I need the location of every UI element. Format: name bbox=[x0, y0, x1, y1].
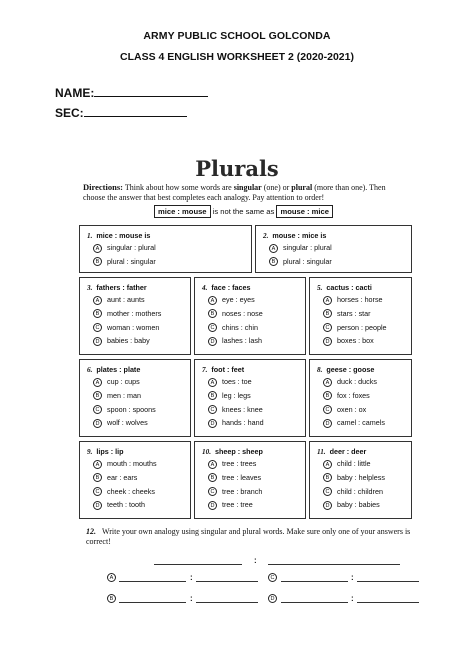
option-letter-circle[interactable]: A bbox=[93, 296, 102, 305]
example-left: mice : mouse bbox=[154, 205, 211, 218]
analogy-prompt-right-blank[interactable] bbox=[268, 564, 400, 565]
option-text: cup : cups bbox=[107, 377, 140, 386]
answer-option[interactable] bbox=[208, 309, 263, 319]
answer-option[interactable] bbox=[323, 418, 385, 428]
answer-blank[interactable] bbox=[119, 581, 186, 582]
option-text: noses : nose bbox=[222, 308, 263, 318]
answer-option[interactable] bbox=[93, 487, 155, 497]
option-text: singular : plural bbox=[107, 243, 156, 252]
option-letter-circle[interactable]: C bbox=[208, 323, 217, 332]
answer-option[interactable] bbox=[208, 500, 253, 510]
answer-option[interactable] bbox=[93, 257, 156, 267]
option-text: oxen : ox bbox=[337, 404, 367, 414]
answer-option[interactable] bbox=[208, 459, 256, 469]
option-letter-circle[interactable]: D bbox=[208, 501, 217, 510]
answer-blank[interactable] bbox=[119, 602, 186, 603]
question-prompt bbox=[317, 365, 374, 374]
example-right: mouse : mice bbox=[276, 205, 333, 218]
option-text: lashes : lash bbox=[222, 336, 262, 346]
sec-blank[interactable] bbox=[84, 106, 187, 117]
answer-option[interactable] bbox=[93, 459, 157, 469]
question-number: 12. bbox=[86, 527, 96, 536]
answer-option[interactable] bbox=[93, 323, 159, 333]
option-text: leg : legs bbox=[222, 390, 251, 400]
question-prompt bbox=[202, 283, 251, 292]
option-text: plural : singular bbox=[107, 256, 156, 266]
option-text: child : little bbox=[337, 459, 371, 468]
question-text: plates : plate bbox=[96, 365, 141, 374]
option-text: duck : ducks bbox=[337, 377, 377, 386]
question-text: deer : deer bbox=[329, 447, 367, 456]
question-text: fathers : father bbox=[96, 283, 147, 292]
answer-blank[interactable] bbox=[281, 602, 348, 603]
answer-option[interactable] bbox=[93, 295, 145, 305]
option-letter-circle[interactable]: C bbox=[93, 487, 102, 496]
analogy-colon: : bbox=[351, 594, 354, 603]
option-text: person : people bbox=[337, 322, 387, 332]
example-mid: is not the same as bbox=[212, 207, 275, 216]
option-letter-circle[interactable]: C bbox=[268, 573, 277, 582]
answer-option[interactable] bbox=[208, 323, 258, 333]
option-text: men : man bbox=[107, 390, 141, 400]
answer-option[interactable] bbox=[323, 500, 380, 510]
answer-blank[interactable] bbox=[357, 602, 419, 603]
question-prompt bbox=[87, 283, 147, 292]
question-text: geese : goose bbox=[326, 365, 375, 374]
option-text: spoon : spoons bbox=[107, 404, 156, 414]
answer-option[interactable] bbox=[208, 418, 264, 428]
option-text: fox : foxes bbox=[337, 390, 370, 400]
option-letter-circle[interactable]: C bbox=[323, 323, 332, 332]
page-title: Plurals bbox=[195, 156, 279, 181]
option-letter-circle[interactable]: B bbox=[93, 473, 102, 482]
question-prompt bbox=[263, 231, 326, 240]
name-blank[interactable] bbox=[94, 86, 208, 97]
option-text: teeth : tooth bbox=[107, 500, 145, 510]
option-letter-circle[interactable]: A bbox=[93, 244, 102, 253]
answer-option[interactable] bbox=[323, 405, 366, 415]
answer-blank[interactable] bbox=[196, 581, 258, 582]
option-text: woman : women bbox=[107, 322, 160, 332]
answer-option[interactable] bbox=[323, 391, 370, 401]
option-letter-circle[interactable]: B bbox=[93, 257, 102, 266]
question-prompt bbox=[202, 365, 244, 374]
question-prompt bbox=[202, 447, 263, 456]
question-text: face : faces bbox=[211, 283, 251, 292]
answer-blank[interactable] bbox=[357, 581, 419, 582]
option-letter-circle[interactable]: D bbox=[323, 419, 332, 428]
answer-option[interactable] bbox=[208, 473, 261, 483]
analogy-colon: : bbox=[351, 573, 354, 582]
answer-option[interactable] bbox=[93, 243, 156, 253]
question-prompt bbox=[87, 231, 150, 240]
option-letter-circle[interactable]: B bbox=[323, 473, 332, 482]
option-letter-circle[interactable]: C bbox=[208, 487, 217, 496]
option-letter-circle[interactable]: B bbox=[323, 391, 332, 400]
question-prompt bbox=[317, 283, 372, 292]
option-letter-circle[interactable]: C bbox=[323, 405, 332, 414]
answer-option[interactable] bbox=[323, 487, 383, 497]
option-text: tree : trees bbox=[222, 459, 257, 468]
option-letter-circle[interactable]: D bbox=[93, 337, 102, 346]
option-letter-circle[interactable]: B bbox=[93, 391, 102, 400]
option-text: hands : hand bbox=[222, 418, 264, 428]
answer-option[interactable] bbox=[93, 336, 150, 346]
answer-option[interactable] bbox=[208, 336, 262, 346]
option-letter-circle[interactable]: A bbox=[323, 296, 332, 305]
answer-option[interactable] bbox=[93, 391, 141, 401]
option-letter-circle[interactable]: A bbox=[107, 573, 116, 582]
option-text: baby : helpless bbox=[337, 472, 385, 482]
option-text: child : children bbox=[337, 486, 383, 496]
option-letter-circle[interactable]: A bbox=[93, 378, 102, 387]
question-number: 5. bbox=[317, 284, 323, 292]
option-text: horses : horse bbox=[337, 295, 383, 304]
option-letter-circle[interactable]: A bbox=[323, 460, 332, 469]
analogy-colon: : bbox=[254, 556, 257, 565]
answer-option[interactable] bbox=[93, 500, 145, 510]
option-letter-circle[interactable]: C bbox=[323, 487, 332, 496]
analogy-colon: : bbox=[190, 573, 193, 582]
option-letter-circle[interactable]: B bbox=[323, 309, 332, 318]
option-letter-circle[interactable]: A bbox=[208, 296, 217, 305]
option-text: plural : singular bbox=[283, 256, 332, 266]
option-text: camel : camels bbox=[337, 418, 385, 428]
option-letter-circle[interactable]: B bbox=[93, 309, 102, 318]
option-letter-circle[interactable]: B bbox=[107, 594, 116, 603]
answer-option[interactable] bbox=[323, 336, 374, 346]
option-text: boxes : box bbox=[337, 336, 374, 346]
question-number: 11. bbox=[317, 448, 326, 456]
example-analogy bbox=[154, 205, 333, 218]
option-letter-circle[interactable]: A bbox=[208, 378, 217, 387]
question-text: mice : mouse is bbox=[96, 231, 151, 240]
question-text: mouse : mice is bbox=[272, 231, 327, 240]
option-letter-circle[interactable]: B bbox=[208, 391, 217, 400]
name-label: NAME: bbox=[55, 86, 95, 100]
question-prompt bbox=[87, 365, 140, 374]
option-text: tree : tree bbox=[222, 500, 253, 510]
option-letter-circle[interactable]: A bbox=[93, 460, 102, 469]
analogy-colon: : bbox=[190, 594, 193, 603]
option-letter-circle[interactable]: D bbox=[208, 337, 217, 346]
option-letter-circle[interactable]: B bbox=[269, 257, 278, 266]
option-text: babies : baby bbox=[107, 336, 150, 346]
option-text: tree : leaves bbox=[222, 472, 262, 482]
option-text: eye : eyes bbox=[222, 295, 255, 304]
answer-option[interactable] bbox=[93, 405, 156, 415]
option-letter-circle[interactable]: B bbox=[208, 473, 217, 482]
answer-option[interactable] bbox=[323, 309, 371, 319]
answer-option[interactable] bbox=[323, 323, 387, 333]
option-letter-circle[interactable]: D bbox=[323, 501, 332, 510]
answer-option[interactable] bbox=[323, 377, 377, 387]
sec-field[interactable] bbox=[55, 106, 187, 120]
option-letter-circle[interactable]: D bbox=[93, 501, 102, 510]
option-text: ear : ears bbox=[107, 472, 138, 482]
question-text: foot : feet bbox=[211, 365, 245, 374]
question-number: 3. bbox=[87, 284, 93, 292]
singular-word: singular bbox=[233, 183, 262, 192]
directions bbox=[83, 182, 403, 203]
option-letter-circle[interactable]: C bbox=[208, 405, 217, 414]
sec-label: SEC: bbox=[55, 106, 84, 120]
question-12-text: Write your own analogy using singular and plural words. Make sure only one of your answers is correct! bbox=[86, 527, 411, 546]
plural-word: plural bbox=[291, 183, 313, 192]
question-number: 4. bbox=[202, 284, 208, 292]
answer-option[interactable] bbox=[208, 295, 255, 305]
answer-option[interactable] bbox=[208, 391, 251, 401]
question-number: 8. bbox=[317, 366, 323, 374]
answer-option[interactable] bbox=[323, 459, 371, 469]
school-name: ARMY PUBLIC SCHOOL GOLCONDA bbox=[143, 30, 331, 42]
option-text: mouth : mouths bbox=[107, 459, 157, 468]
option-letter-circle[interactable]: B bbox=[208, 309, 217, 318]
option-text: toes : toe bbox=[222, 377, 252, 386]
option-text: singular : plural bbox=[283, 243, 332, 252]
answer-option[interactable] bbox=[93, 473, 137, 483]
answer-option[interactable] bbox=[208, 377, 252, 387]
answer-option[interactable] bbox=[208, 405, 263, 415]
answer-option[interactable] bbox=[323, 473, 385, 483]
question-text: cactus : cacti bbox=[326, 283, 372, 292]
answer-option[interactable] bbox=[208, 487, 262, 497]
name-field[interactable] bbox=[55, 86, 208, 100]
analogy-prompt-left-blank[interactable] bbox=[154, 564, 242, 565]
option-letter-circle[interactable]: C bbox=[93, 323, 102, 332]
directions-text: (more than one). Then choose the answer that best completes each analogy. Pay attention to order! bbox=[83, 183, 386, 202]
option-letter-circle[interactable]: A bbox=[323, 378, 332, 387]
option-letter-circle[interactable]: D bbox=[208, 419, 217, 428]
question-text: lips : lip bbox=[96, 447, 124, 456]
question-number: 9. bbox=[87, 448, 93, 456]
option-text: mother : mothers bbox=[107, 308, 162, 318]
option-text: stars : star bbox=[337, 308, 371, 318]
option-letter-circle[interactable]: D bbox=[268, 594, 277, 603]
question-prompt bbox=[317, 447, 366, 456]
option-text: wolf : wolves bbox=[107, 418, 148, 428]
question-number: 6. bbox=[87, 366, 93, 374]
option-text: baby : babies bbox=[337, 500, 380, 510]
option-letter-circle[interactable]: C bbox=[93, 405, 102, 414]
answer-blank[interactable] bbox=[281, 581, 348, 582]
option-text: aunt : aunts bbox=[107, 295, 145, 304]
question-12 bbox=[86, 527, 416, 547]
option-letter-circle[interactable]: A bbox=[208, 460, 217, 469]
answer-option[interactable] bbox=[93, 309, 161, 319]
answer-option[interactable] bbox=[269, 257, 332, 267]
option-text: cheek : cheeks bbox=[107, 486, 155, 496]
question-prompt bbox=[87, 447, 124, 456]
option-letter-circle[interactable]: D bbox=[93, 419, 102, 428]
question-number: 7. bbox=[202, 366, 208, 374]
directions-lead: Directions: bbox=[83, 182, 123, 192]
question-number: 1. bbox=[87, 232, 93, 240]
option-letter-circle[interactable]: D bbox=[323, 337, 332, 346]
answer-option[interactable] bbox=[93, 418, 148, 428]
answer-option[interactable] bbox=[269, 243, 332, 253]
answer-blank[interactable] bbox=[196, 602, 258, 603]
worksheet-title: CLASS 4 ENGLISH WORKSHEET 2 (2020-2021) bbox=[120, 51, 354, 63]
answer-option[interactable] bbox=[93, 377, 140, 387]
answer-option[interactable] bbox=[323, 295, 383, 305]
option-letter-circle[interactable]: A bbox=[269, 244, 278, 253]
option-text: knees : knee bbox=[222, 404, 263, 414]
option-text: tree : branch bbox=[222, 486, 263, 496]
option-text: chins : chin bbox=[222, 322, 258, 332]
directions-text: (one) or bbox=[261, 183, 292, 192]
directions-text: Think about how some words are bbox=[122, 183, 234, 192]
question-number: 10. bbox=[202, 448, 211, 456]
question-number: 2. bbox=[263, 232, 269, 240]
question-text: sheep : sheep bbox=[214, 447, 263, 456]
